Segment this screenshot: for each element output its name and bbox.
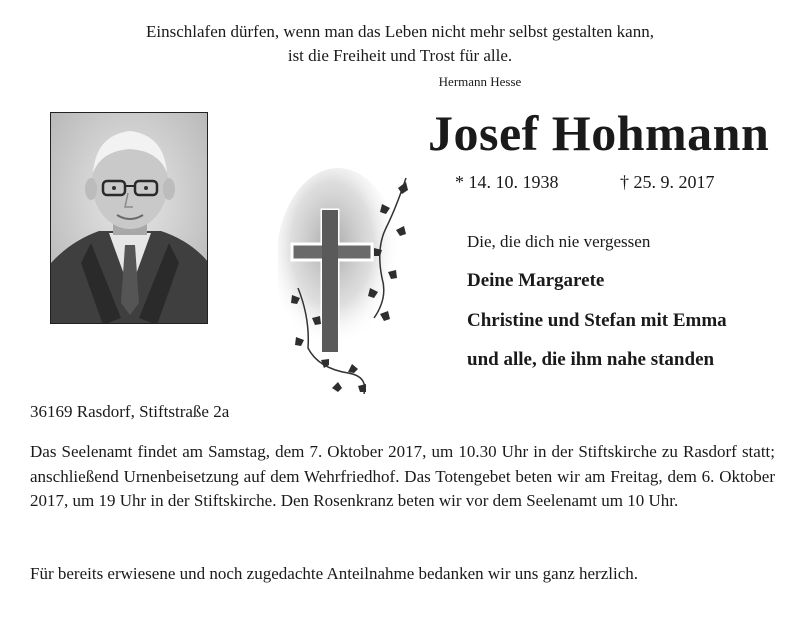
mourner-line: Deine Margarete	[467, 270, 605, 291]
portrait-photo	[50, 112, 208, 324]
quote-line-2: ist die Freiheit und Trost für alle.	[287, 46, 513, 65]
birth-date: * 14. 10. 1938	[455, 172, 559, 192]
quote-line-1: Einschlafen dürfen, wenn man das Leben nicht mehr selbst gestalten kann,	[146, 22, 654, 41]
death-date: † 25. 9. 2017	[620, 172, 715, 192]
portrait-illustration	[51, 113, 208, 324]
service-announcement: Das Seelenamt findet am Samstag, dem 7. Oktober 2017, um 10.30 Uhr in der Stiftskirche zu Rasdorf statt; anschließend Urnenbeisetzung auf dem Wehrfriedhof. Das Totengebet beten wir am Freitag, dem 6. Oktober 2017, um 19 Uhr in der Stiftskirche. Den Rosenkranz beten wir vor dem Seelenamt um 10 Uhr.	[30, 442, 775, 510]
mourner-line: und alle, die ihm nahe standen	[467, 349, 715, 370]
deceased-name: Josef Hohmann	[428, 105, 770, 161]
closing-thanks: Für bereits erwiesene und noch zugedachte Anteilnahme bedanken wir uns ganz herzlich.	[30, 564, 638, 583]
mourner-line: Christine und Stefan mit Emma	[467, 310, 727, 331]
mourner-address: 36169 Rasdorf, Stiftstraße 2a	[30, 402, 230, 421]
cross-with-ivy-icon	[278, 168, 416, 400]
epigraph-quote	[0, 20, 800, 68]
mourners-intro: Die, die dich nie vergessen	[467, 232, 651, 251]
quote-author: Hermann Hesse	[438, 74, 522, 89]
